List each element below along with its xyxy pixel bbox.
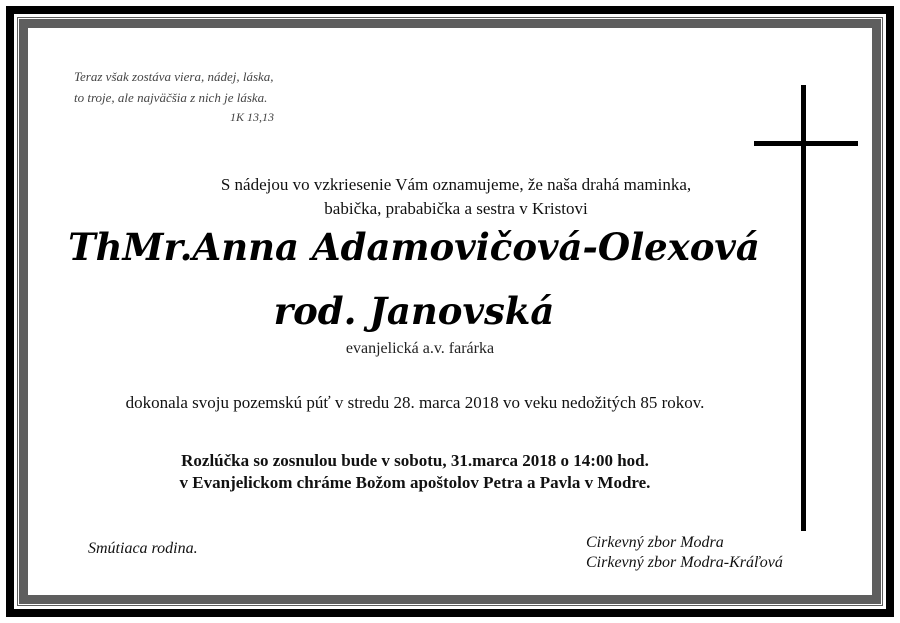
church-signature-2: Cirkevný zbor Modra-Kráľová — [586, 554, 783, 571]
deceased-maiden-name: rod. Janovská — [273, 289, 555, 333]
cross-vertical-bar — [801, 85, 806, 531]
farewell-line-1: Rozlúčka so zosnulou bude v sobotu, 31.marca 2018 o 14:00 hod. — [181, 451, 649, 470]
quote-reference: 1K 13,13 — [230, 110, 275, 124]
quote-line-1: Teraz však zostáva viera, nádej, láska, — [74, 69, 274, 84]
announcement-line-1: S nádejou vo vzkriesenie Vám oznamujeme, že naša drahá maminka, — [220, 175, 692, 194]
death-notice: dokonala svoju pozemskú púť v stredu 28. marca 2018 vo veku nedožitých 85 rokov. — [125, 393, 705, 412]
bible-quote — [74, 66, 274, 108]
church-signature-1: Cirkevný zbor Modra — [586, 534, 724, 551]
announcement-line-2: babička, prababička a sestra v Kristovi — [324, 199, 588, 218]
church-signatures — [586, 533, 783, 573]
quote-line-2: to troje, ale najväčšia z nich je láska. — [74, 90, 268, 105]
family-signature: Smútiaca rodina. — [88, 540, 198, 557]
farewell-line-2: v Evanjelickom chráme Božom apoštolov Petra a Pavla v Modre. — [179, 473, 651, 492]
cross-horizontal-bar — [754, 141, 858, 146]
announcement-text — [100, 173, 812, 221]
farewell-info — [100, 450, 730, 494]
deceased-name: ThMr.Anna Adamovičová-Olexová — [68, 225, 760, 269]
deceased-title: evanjelická a.v. farárka — [345, 340, 495, 357]
